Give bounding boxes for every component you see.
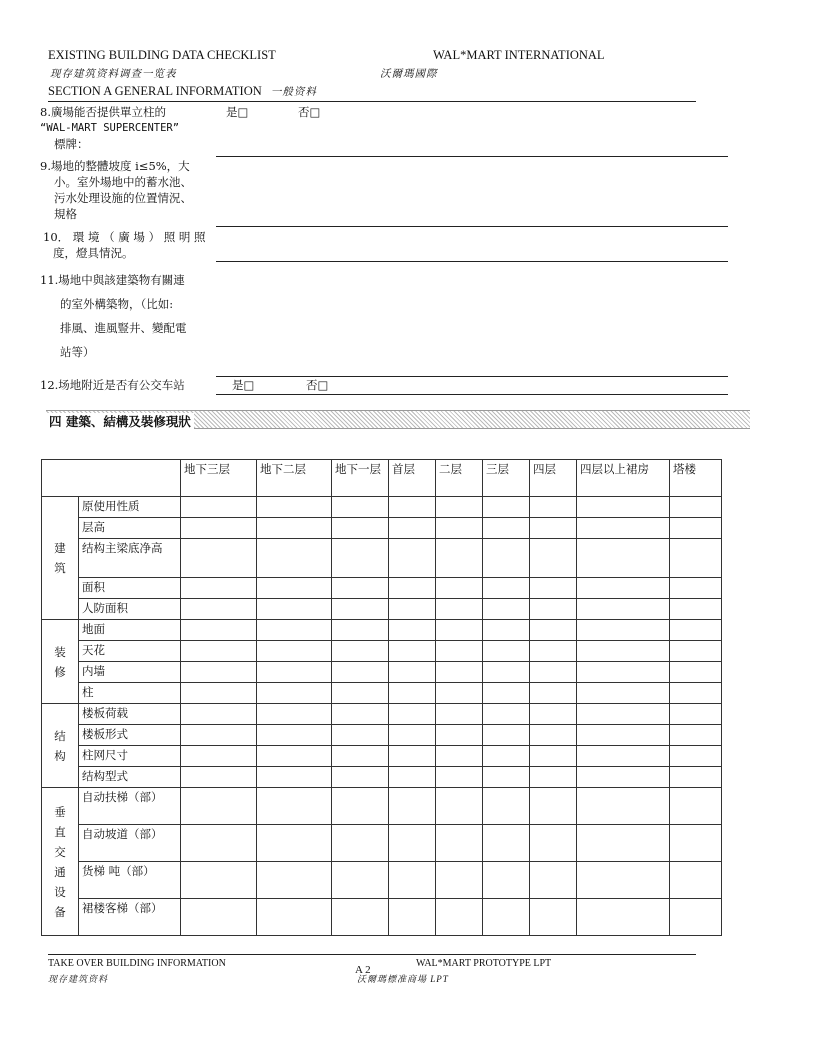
data-cell[interactable] <box>530 899 577 936</box>
data-cell[interactable] <box>389 620 436 641</box>
data-cell[interactable] <box>181 704 257 725</box>
data-cell[interactable] <box>436 518 483 539</box>
section-title-en: SECTION A GENERAL INFORMATION <box>48 84 262 98</box>
data-cell[interactable] <box>389 497 436 518</box>
footer-divider <box>48 954 696 955</box>
data-cell[interactable] <box>483 725 530 746</box>
data-cell[interactable] <box>257 825 332 862</box>
q9-line2: 小。室外場地中的蓄水池、 <box>54 175 192 189</box>
q12-top-line <box>216 376 728 377</box>
data-cell[interactable] <box>181 862 257 899</box>
data-cell[interactable] <box>530 641 577 662</box>
footer-right: WAL*MART PROTOTYPE LPT <box>416 958 552 969</box>
table-row <box>42 767 722 788</box>
data-cell[interactable] <box>257 620 332 641</box>
data-cell[interactable] <box>332 862 389 899</box>
data-cell[interactable] <box>389 899 436 936</box>
row-group-label <box>42 497 79 620</box>
row-group-label <box>42 704 79 788</box>
data-cell[interactable] <box>483 620 530 641</box>
table-row <box>42 578 722 599</box>
data-cell[interactable] <box>530 704 577 725</box>
data-cell[interactable] <box>577 704 670 725</box>
data-cell[interactable] <box>332 746 389 767</box>
q8-line1: 8.廣場能否提供單立柱的 <box>40 105 166 119</box>
data-cell[interactable] <box>257 788 332 825</box>
data-cell[interactable] <box>436 862 483 899</box>
data-cell[interactable] <box>577 825 670 862</box>
column-header: 三层 <box>483 460 530 497</box>
data-cell[interactable] <box>436 825 483 862</box>
data-cell[interactable] <box>483 704 530 725</box>
data-cell[interactable] <box>483 825 530 862</box>
data-cell[interactable] <box>181 725 257 746</box>
data-cell[interactable] <box>530 683 577 704</box>
data-cell[interactable] <box>389 788 436 825</box>
data-cell[interactable] <box>332 899 389 936</box>
table-row <box>42 518 722 539</box>
q9-line1: 9.場地的整體坡度 i≤5%，大 <box>40 159 190 173</box>
data-cell[interactable] <box>577 899 670 936</box>
company-title: WAL*MART INTERNATIONAL <box>433 48 605 62</box>
row-label: 裙楼客梯（部） <box>79 899 181 936</box>
data-cell[interactable] <box>530 767 577 788</box>
row-label: 面积 <box>79 578 181 599</box>
data-cell[interactable] <box>436 746 483 767</box>
data-cell[interactable] <box>436 599 483 620</box>
data-cell[interactable] <box>670 683 722 704</box>
row-group-label-text: 结构 <box>54 728 66 763</box>
row-group-label-text: 建筑 <box>54 541 66 575</box>
data-cell[interactable] <box>670 662 722 683</box>
row-label: 自动坡道（部） <box>79 825 181 862</box>
building-status-table <box>41 459 722 936</box>
data-cell[interactable] <box>181 899 257 936</box>
data-cell[interactable] <box>436 662 483 683</box>
data-cell[interactable] <box>436 899 483 936</box>
data-cell[interactable] <box>389 704 436 725</box>
data-cell[interactable] <box>436 641 483 662</box>
data-cell[interactable] <box>670 825 722 862</box>
data-cell[interactable] <box>577 518 670 539</box>
data-cell[interactable] <box>332 620 389 641</box>
data-cell[interactable] <box>483 767 530 788</box>
data-cell[interactable] <box>670 704 722 725</box>
data-cell[interactable] <box>257 683 332 704</box>
data-cell[interactable] <box>670 641 722 662</box>
row-label: 天花 <box>79 641 181 662</box>
data-cell[interactable] <box>670 725 722 746</box>
table-row <box>42 662 722 683</box>
q12-yes-checkbox[interactable]: 是□ <box>232 378 255 392</box>
data-cell[interactable] <box>483 641 530 662</box>
data-cell[interactable] <box>389 518 436 539</box>
q9-line3: 污水处理设施的位置情況、 <box>54 191 192 205</box>
data-cell[interactable] <box>332 578 389 599</box>
data-cell[interactable] <box>257 599 332 620</box>
page-number: A 2 <box>355 964 371 976</box>
data-cell[interactable] <box>389 578 436 599</box>
section-title-cn: 一般资料 <box>270 87 317 98</box>
data-cell[interactable] <box>530 599 577 620</box>
question-9 <box>40 158 218 222</box>
data-cell[interactable] <box>577 620 670 641</box>
data-cell[interactable] <box>483 539 530 578</box>
data-cell[interactable] <box>181 497 257 518</box>
data-cell[interactable] <box>181 825 257 862</box>
data-cell[interactable] <box>530 518 577 539</box>
row-label: 原使用性质 <box>79 497 181 518</box>
data-cell[interactable] <box>670 599 722 620</box>
data-cell[interactable] <box>436 725 483 746</box>
data-cell[interactable] <box>436 497 483 518</box>
data-cell[interactable] <box>530 825 577 862</box>
data-cell[interactable] <box>670 578 722 599</box>
data-cell[interactable] <box>389 662 436 683</box>
table-row <box>42 746 722 767</box>
data-cell[interactable] <box>530 788 577 825</box>
q12-no-checkbox[interactable]: 否□ <box>306 378 329 392</box>
question-11 <box>40 268 218 364</box>
data-cell[interactable] <box>389 862 436 899</box>
data-cell[interactable] <box>530 662 577 683</box>
q8-line2: “WAL-MART SUPERCENTER” <box>40 122 180 134</box>
data-cell[interactable] <box>530 620 577 641</box>
table-corner-cell <box>42 460 181 497</box>
data-cell[interactable] <box>436 539 483 578</box>
q8-answer-line <box>216 156 728 157</box>
row-group-label-text: 装修 <box>54 644 66 679</box>
data-cell[interactable] <box>483 788 530 825</box>
data-cell[interactable] <box>530 725 577 746</box>
data-cell[interactable] <box>670 497 722 518</box>
table-row <box>42 825 722 862</box>
data-cell[interactable] <box>257 641 332 662</box>
data-cell[interactable] <box>436 704 483 725</box>
row-label: 地面 <box>79 620 181 641</box>
data-cell[interactable] <box>181 683 257 704</box>
table-row <box>42 599 722 620</box>
table-header-row <box>42 460 722 497</box>
data-cell[interactable] <box>577 767 670 788</box>
data-cell[interactable] <box>436 620 483 641</box>
section-title <box>48 84 317 99</box>
data-cell[interactable] <box>483 497 530 518</box>
data-cell[interactable] <box>332 825 389 862</box>
data-cell[interactable] <box>670 767 722 788</box>
data-cell[interactable] <box>436 788 483 825</box>
data-cell[interactable] <box>257 746 332 767</box>
table-row <box>42 862 722 899</box>
data-cell[interactable] <box>530 862 577 899</box>
data-cell[interactable] <box>181 518 257 539</box>
column-header: 四层 <box>530 460 577 497</box>
data-cell[interactable] <box>332 641 389 662</box>
data-cell[interactable] <box>577 746 670 767</box>
q11-line3: 排風、進風豎井、變配電 <box>60 321 187 335</box>
data-cell[interactable] <box>257 578 332 599</box>
section-4-title: 四 建築、結構及裝修現狀 <box>46 413 194 430</box>
question-8 <box>40 104 215 152</box>
row-label: 结构主梁底净高 <box>79 539 181 578</box>
table-row <box>42 683 722 704</box>
row-group-label <box>42 788 79 936</box>
company-title-cn: 沃爾瑪國際 <box>380 68 438 80</box>
q10-answer-line <box>216 261 728 262</box>
q9-line4: 規格 <box>54 207 77 221</box>
data-cell[interactable] <box>436 767 483 788</box>
data-cell[interactable] <box>577 497 670 518</box>
data-cell[interactable] <box>181 578 257 599</box>
q8-no-checkbox[interactable]: 否□ <box>298 105 321 119</box>
data-cell[interactable] <box>257 518 332 539</box>
data-cell[interactable] <box>332 518 389 539</box>
checklist-title: EXISTING BUILDING DATA CHECKLIST <box>48 48 276 62</box>
data-cell[interactable] <box>257 725 332 746</box>
row-label: 货梯 吨（部） <box>79 862 181 899</box>
table-row <box>42 725 722 746</box>
column-header: 地下一层 <box>332 460 389 497</box>
row-label: 人防面积 <box>79 599 181 620</box>
table-row <box>42 704 722 725</box>
data-cell[interactable] <box>332 725 389 746</box>
data-cell[interactable] <box>436 683 483 704</box>
data-cell[interactable] <box>389 725 436 746</box>
data-cell[interactable] <box>389 825 436 862</box>
q11-line4: 站等） <box>60 345 95 359</box>
table-row <box>42 539 722 578</box>
column-header: 塔楼 <box>670 460 722 497</box>
q11-line2: 的室外構築物，（比如: <box>60 297 174 311</box>
data-cell[interactable] <box>670 899 722 936</box>
table-row <box>42 497 722 518</box>
data-cell[interactable] <box>332 599 389 620</box>
data-cell[interactable] <box>257 497 332 518</box>
data-cell[interactable] <box>530 578 577 599</box>
data-cell[interactable] <box>332 704 389 725</box>
q11-line1: 11.場地中與該建築物有關連 <box>40 273 185 287</box>
data-cell[interactable] <box>389 683 436 704</box>
column-header: 首层 <box>389 460 436 497</box>
data-cell[interactable] <box>389 539 436 578</box>
footer-left: TAKE OVER BUILDING INFORMATION <box>48 958 226 969</box>
data-cell[interactable] <box>577 539 670 578</box>
row-label: 楼板荷载 <box>79 704 181 725</box>
data-cell[interactable] <box>257 899 332 936</box>
row-group-label <box>42 620 79 704</box>
data-cell[interactable] <box>577 599 670 620</box>
data-cell[interactable] <box>181 620 257 641</box>
checklist-title-cn: 现存建筑资料调查一览表 <box>50 68 177 80</box>
row-label: 结构型式 <box>79 767 181 788</box>
table-row <box>42 620 722 641</box>
question-12: 12.场地附近是否有公交车站 <box>40 378 185 392</box>
data-cell[interactable] <box>483 862 530 899</box>
data-cell[interactable] <box>389 746 436 767</box>
data-cell[interactable] <box>670 539 722 578</box>
data-cell[interactable] <box>530 539 577 578</box>
data-cell[interactable] <box>577 862 670 899</box>
column-header: 地下二层 <box>257 460 332 497</box>
data-cell[interactable] <box>670 518 722 539</box>
data-cell[interactable] <box>257 704 332 725</box>
data-cell[interactable] <box>332 539 389 578</box>
footer-left-cn: 现存建筑资料 <box>48 974 109 984</box>
data-cell[interactable] <box>332 767 389 788</box>
data-cell[interactable] <box>181 788 257 825</box>
data-cell[interactable] <box>181 746 257 767</box>
row-label: 楼板形式 <box>79 725 181 746</box>
header-divider <box>48 101 696 102</box>
data-cell[interactable] <box>577 578 670 599</box>
data-cell[interactable] <box>389 767 436 788</box>
data-cell[interactable] <box>483 578 530 599</box>
data-cell[interactable] <box>483 518 530 539</box>
question-10 <box>43 229 218 261</box>
data-cell[interactable] <box>181 599 257 620</box>
q10-line1: 10． 環 境 （ 廣 場 ） 照 明 照 <box>43 230 206 244</box>
table-row <box>42 641 722 662</box>
data-cell[interactable] <box>181 539 257 578</box>
row-label: 层高 <box>79 518 181 539</box>
data-cell[interactable] <box>577 683 670 704</box>
column-header: 四层以上裙房 <box>577 460 670 497</box>
data-cell[interactable] <box>670 620 722 641</box>
data-cell[interactable] <box>483 662 530 683</box>
table-row <box>42 788 722 825</box>
data-cell[interactable] <box>530 746 577 767</box>
data-cell[interactable] <box>670 862 722 899</box>
q8-line3: 標牌： <box>54 137 89 151</box>
data-cell[interactable] <box>332 683 389 704</box>
data-cell[interactable] <box>483 683 530 704</box>
data-cell[interactable] <box>257 662 332 683</box>
data-cell[interactable] <box>670 788 722 825</box>
row-label: 自动扶梯（部） <box>79 788 181 825</box>
data-cell[interactable] <box>436 578 483 599</box>
footer-right-cn: 沃爾瑪標准商場 LPT <box>357 974 449 984</box>
data-cell[interactable] <box>389 641 436 662</box>
data-cell[interactable] <box>483 899 530 936</box>
data-cell[interactable] <box>257 767 332 788</box>
row-label: 柱 <box>79 683 181 704</box>
data-cell[interactable] <box>483 746 530 767</box>
data-cell[interactable] <box>181 662 257 683</box>
q9-answer-line <box>216 226 728 227</box>
row-label: 柱网尺寸 <box>79 746 181 767</box>
data-cell[interactable] <box>257 539 332 578</box>
data-cell[interactable] <box>332 788 389 825</box>
column-header: 二层 <box>436 460 483 497</box>
q10-line2: 度，燈具情況。 <box>53 246 134 260</box>
data-cell[interactable] <box>389 599 436 620</box>
column-header: 地下三层 <box>181 460 257 497</box>
data-cell[interactable] <box>577 641 670 662</box>
data-cell[interactable] <box>483 599 530 620</box>
q8-yes-checkbox[interactable]: 是□ <box>226 105 249 119</box>
data-cell[interactable] <box>332 662 389 683</box>
section-4-banner <box>46 410 750 429</box>
data-cell[interactable] <box>332 497 389 518</box>
data-cell[interactable] <box>577 725 670 746</box>
data-cell[interactable] <box>181 767 257 788</box>
row-group-label-text: 垂直交通设备 <box>54 804 66 919</box>
data-cell[interactable] <box>181 641 257 662</box>
q12-answer-line <box>216 394 728 395</box>
row-label: 内墙 <box>79 662 181 683</box>
data-cell[interactable] <box>530 497 577 518</box>
data-cell[interactable] <box>577 662 670 683</box>
data-cell[interactable] <box>670 746 722 767</box>
data-cell[interactable] <box>257 862 332 899</box>
table-row <box>42 899 722 936</box>
data-cell[interactable] <box>577 788 670 825</box>
